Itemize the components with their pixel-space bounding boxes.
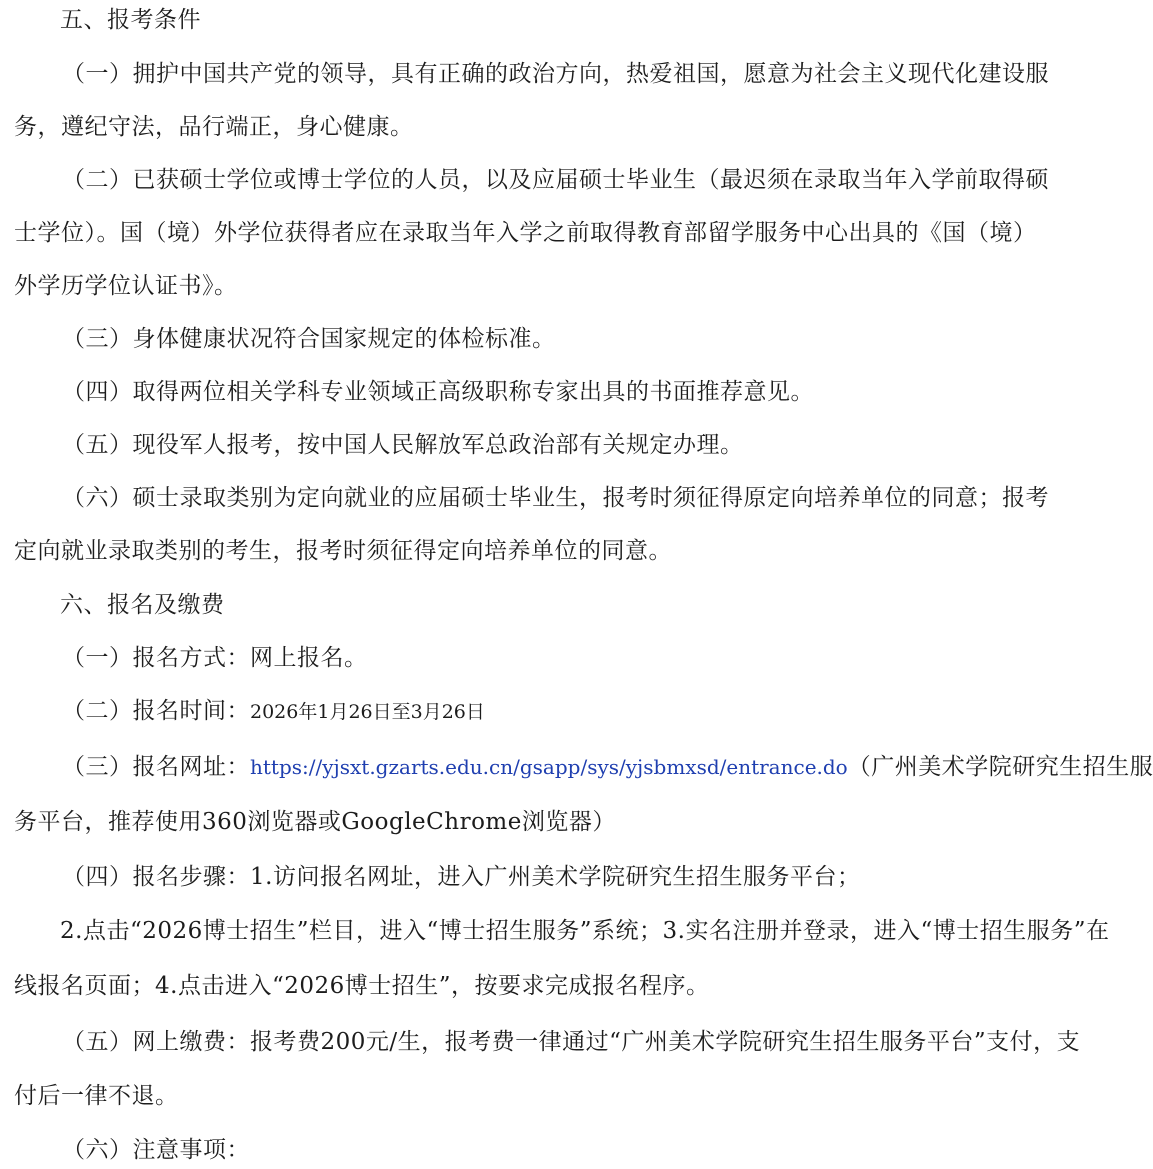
- paragraph-line: （六）硕士录取类别为定向就业的应届硕士毕业生，报考时须征得原定向培养单位的同意；报考: [62, 485, 1049, 511]
- registration-time-value: 2026年1月26日至3月26日: [250, 701, 485, 723]
- paragraph-line: （一）拥护中国共产党的领导，具有正确的政治方向，热爱祖国，愿意为社会主义现代化建设服: [62, 61, 1049, 87]
- registration-url-link[interactable]: https://yjsxt.gzarts.edu.cn/gsapp/sys/yjsbmxsd/entrance.do: [250, 755, 848, 779]
- paragraph-line: 线报名页面；4.点击进入“2026博士招生”，按要求完成报名程序。: [14, 973, 710, 999]
- paragraph-line: 务，遵纪守法，品行端正，身心健康。: [14, 114, 414, 140]
- registration-url-note: （广州美术学院研究生招生服: [847, 754, 1153, 780]
- paragraph-line: （五）网上缴费：报考费200元/生，报考费一律通过“广州美术学院研究生招生服务平台”支付，支: [62, 1029, 1081, 1055]
- paragraph-line: 士学位）。国（境）外学位获得者应在录取当年入学之前取得教育部留学服务中心出具的《国（境）: [14, 220, 1037, 246]
- paragraph-line: （六）注意事项：: [62, 1137, 250, 1163]
- registration-url-label: （三）报名网址：: [62, 754, 250, 780]
- registration-time-line: [0, 693, 1142, 730]
- section-heading-registration: 六、报名及缴费: [60, 592, 225, 618]
- paragraph-line: 2.点击“2026博士招生”栏目，进入“博士招生服务”系统；3.实名注册并登录，进入“博士招生服务”在: [60, 918, 1110, 944]
- registration-url-line: [0, 749, 1153, 785]
- registration-time-label: （二）报名时间：: [62, 698, 250, 724]
- paragraph-line: （四）报名步骤：1.访问报名网址，进入广州美术学院研究生招生服务平台；: [62, 864, 861, 890]
- paragraph-line: （一）报名方式：网上报名。: [62, 645, 368, 671]
- paragraph-line: （四）取得两位相关学科专业领域正高级职称专家出具的书面推荐意见。: [62, 379, 814, 405]
- paragraph-line: （三）身体健康状况符合国家规定的体检标准。: [62, 326, 556, 352]
- paragraph-line: 定向就业录取类别的考生，报考时须征得定向培养单位的同意。: [14, 538, 672, 564]
- paragraph-line: 付后一律不退。: [14, 1083, 179, 1109]
- paragraph-line: （二）已获硕士学位或博士学位的人员，以及应届硕士毕业生（最迟须在录取当年入学前取得硕: [62, 167, 1049, 193]
- paragraph-line: 外学历学位认证书》。: [14, 273, 238, 299]
- section-heading-eligibility: 五、报考条件: [60, 7, 201, 33]
- paragraph-line: （五）现役军人报考，按中国人民解放军总政治部有关规定办理。: [62, 432, 744, 458]
- paragraph-line: 务平台，推荐使用360浏览器或GoogleChrome浏览器）: [14, 809, 616, 835]
